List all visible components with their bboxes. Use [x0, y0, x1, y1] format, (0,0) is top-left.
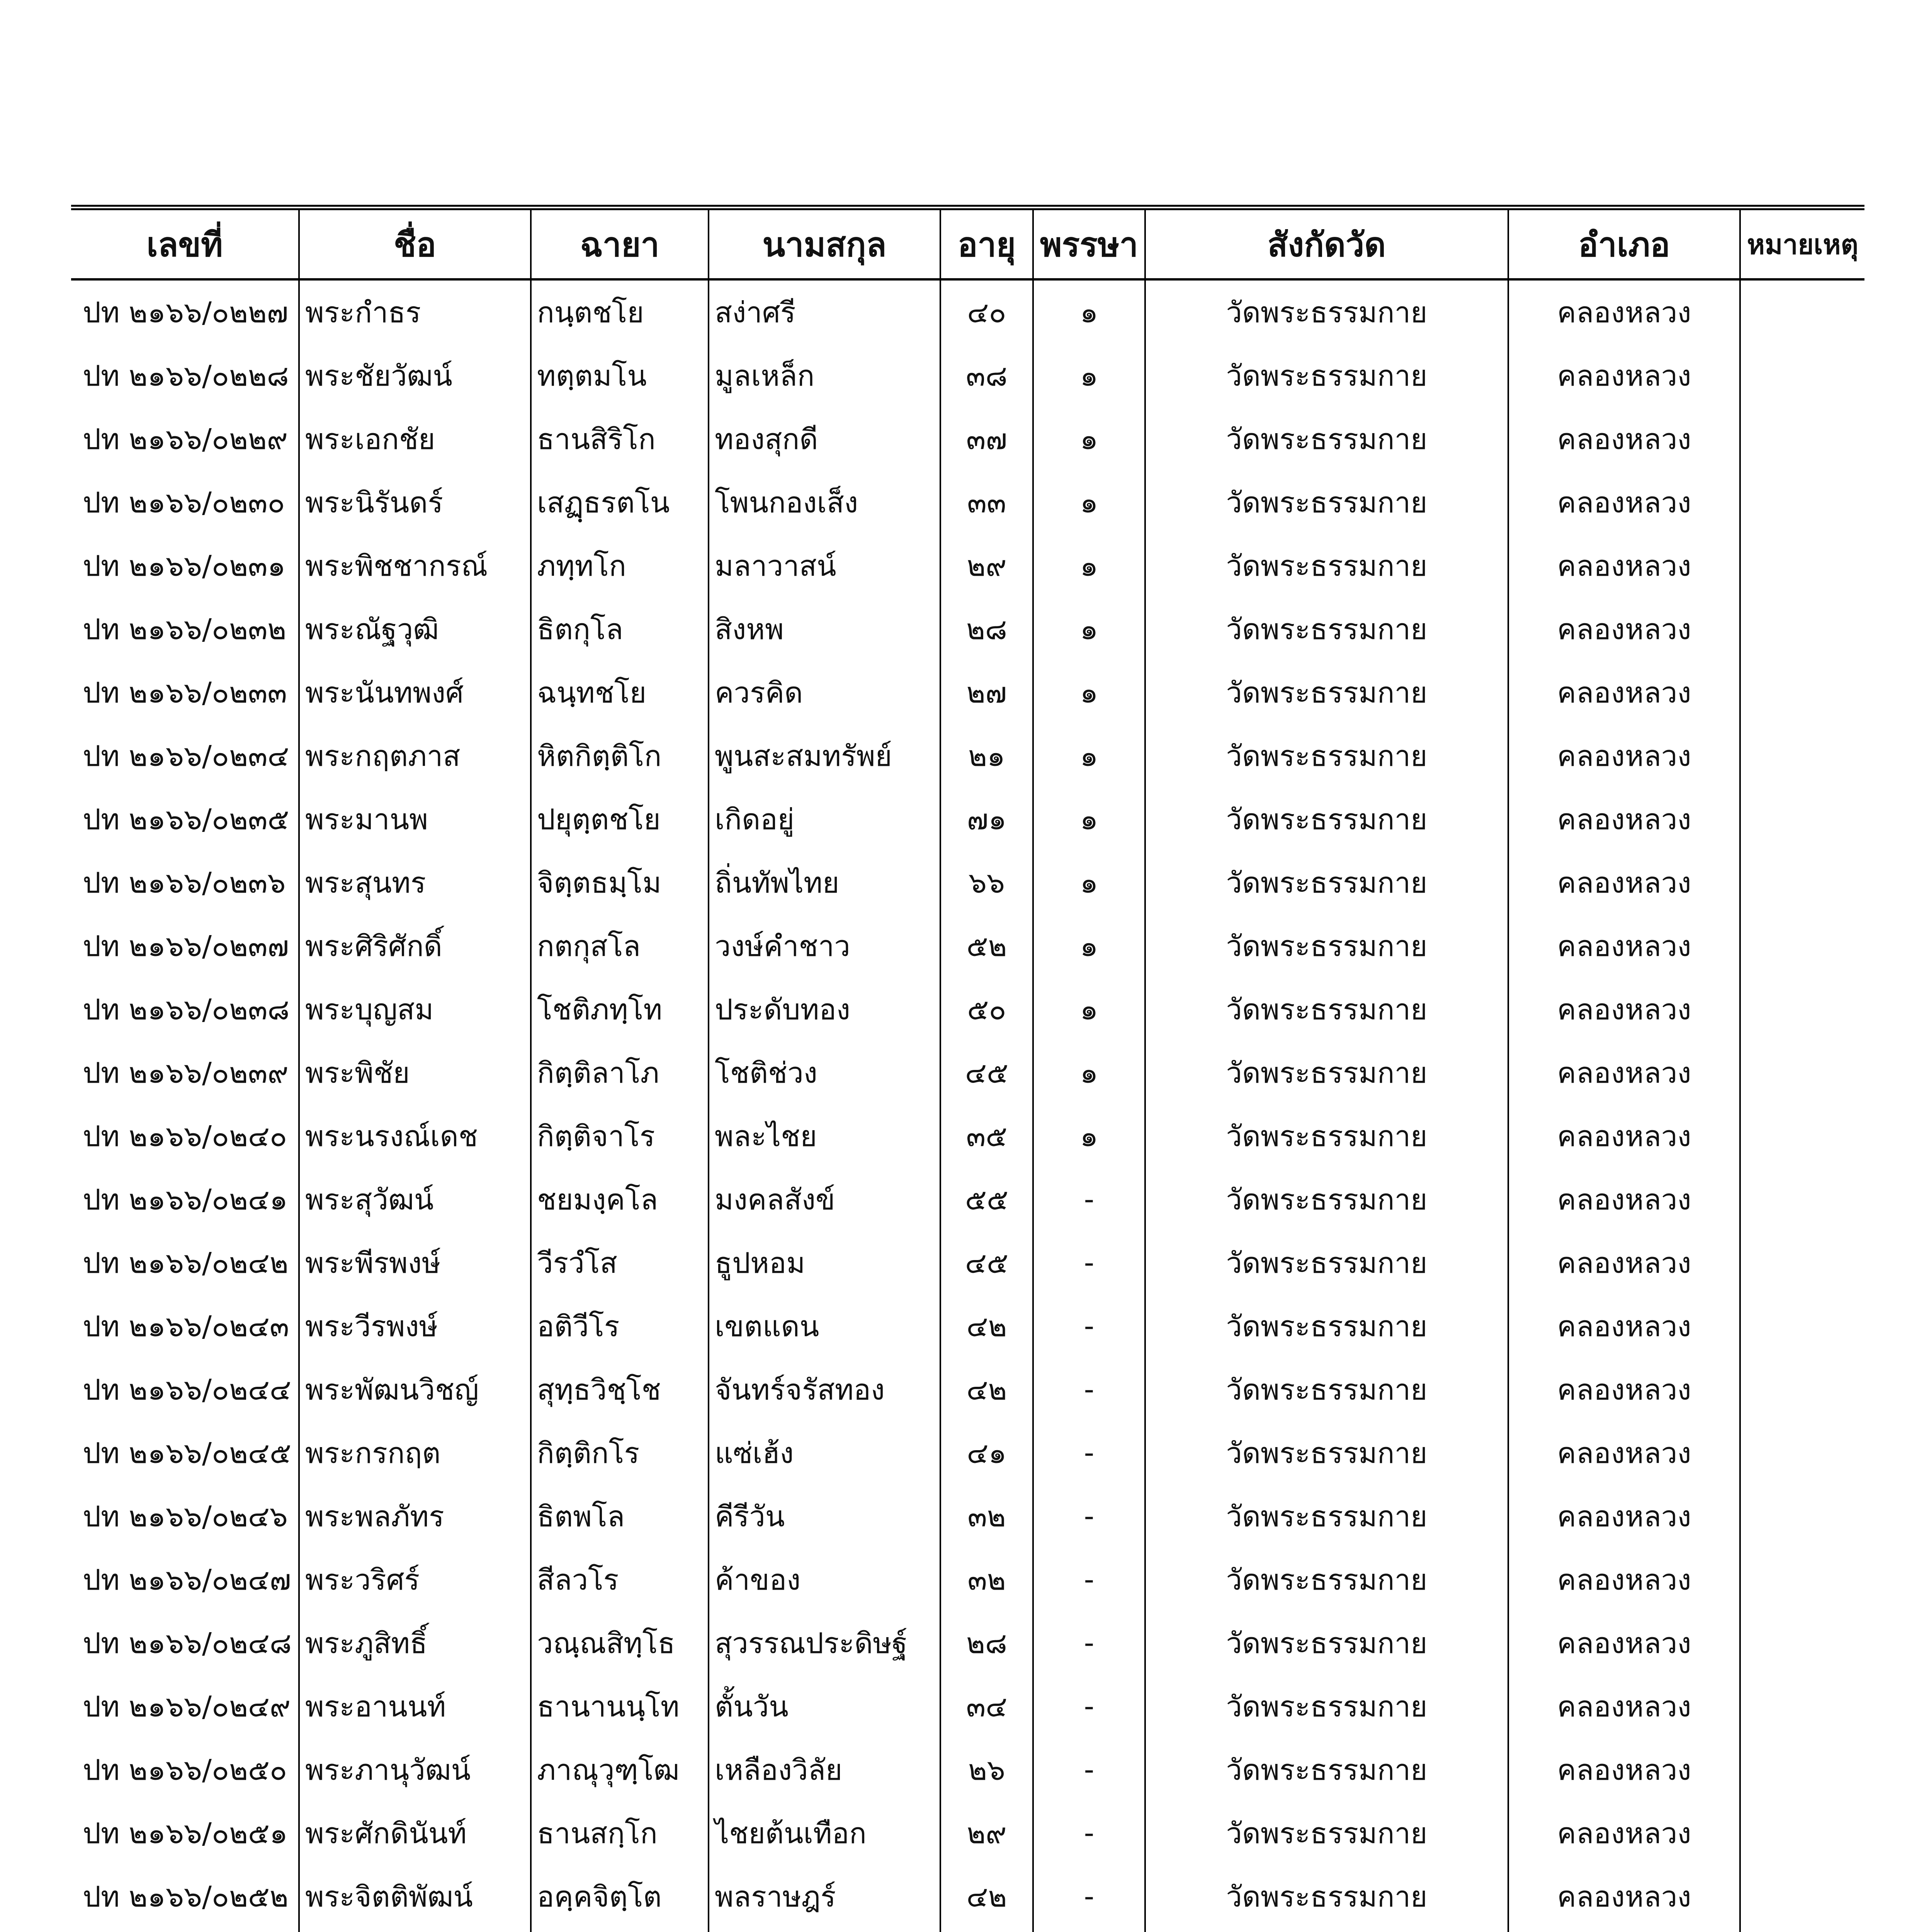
cell-vassa: ๑ — [1033, 407, 1145, 471]
cell-temple: วัดพระธรรมกาย — [1145, 661, 1508, 724]
cell-monastic-name: ธานสกฺโก — [531, 1801, 709, 1865]
cell-number: ปท ๒๑๖๖/๐๒๓๓ — [83, 676, 287, 709]
cell-vassa: - — [1033, 1485, 1145, 1548]
cell-age — [940, 1928, 1033, 1932]
cell-temple: วัดพระธรรมกาย — [1145, 1865, 1508, 1928]
cell-surname: สิงหพ — [709, 597, 940, 661]
cell-number: ปท ๒๑๖๖/๐๒๓๗ — [83, 930, 289, 963]
cell-age: ๒๘ — [940, 597, 1033, 661]
cell-vassa — [1033, 1928, 1145, 1932]
table-body — [71, 279, 1864, 1932]
cell-name: พระพิชชากรณ์ — [299, 534, 531, 597]
cell-vassa: ๑ — [1033, 851, 1145, 914]
cell-number: ปท ๒๑๖๖/๐๒๓๙ — [83, 1056, 289, 1090]
cell-age: ๓๘ — [940, 344, 1033, 407]
cell-surname: สุวรรณประดิษฐ์ — [709, 1611, 940, 1675]
cell-age: ๒๑ — [940, 724, 1033, 787]
table-row — [71, 471, 1864, 534]
cell-surname: คีรีวัน — [709, 1485, 940, 1548]
cell-monastic-name: กิตฺติกโร — [531, 1421, 709, 1485]
cell-district: คลองหลวง — [1508, 1294, 1740, 1358]
cell-vassa: - — [1033, 1168, 1145, 1231]
cell-district: คลองหลวง — [1508, 661, 1740, 724]
cell-district: คลองหลวง — [1508, 787, 1740, 851]
cell-surname: ธูปหอม — [709, 1231, 940, 1294]
header-district: อำเภอ — [1508, 207, 1740, 279]
cell-monastic-name: ภาณุวุฑฺโฒ — [531, 1738, 709, 1801]
cell-temple: วัดพระธรรมกาย — [1145, 1611, 1508, 1675]
cell-vassa: ๑ — [1033, 1041, 1145, 1104]
table-row — [71, 1675, 1864, 1738]
cell-remarks — [1740, 597, 1864, 661]
cell-name: พระกรกฤต — [299, 1421, 531, 1485]
cell-monastic-name: สีลวโร — [531, 1548, 709, 1611]
cell-name: พระกำธร — [299, 279, 531, 344]
cell-monastic-name: ธิตกุโล — [531, 597, 709, 661]
cell-number: ปท ๒๑๖๖/๐๒๔๘ — [83, 1627, 292, 1660]
cell-name: พระภูสิทธิ์ — [299, 1611, 531, 1675]
cell-temple: วัดพระธรรมกาย — [1145, 534, 1508, 597]
table-row — [71, 1485, 1864, 1548]
cell-name: พระจิตติพัฒน์ — [299, 1865, 531, 1928]
table-row — [71, 1548, 1864, 1611]
table-row — [71, 279, 1864, 344]
cell-temple: วัดพระธรรมกาย — [1145, 279, 1508, 344]
cell-vassa: ๑ — [1033, 344, 1145, 407]
cell-vassa: - — [1033, 1358, 1145, 1421]
cell-vassa: ๑ — [1033, 279, 1145, 344]
cell-name: พระพัฒนวิชญ์ — [299, 1358, 531, 1421]
cell-number — [71, 1928, 299, 1932]
cell-temple: วัดพระธรรมกาย — [1145, 344, 1508, 407]
table-row — [71, 724, 1864, 787]
cell-name: พระศิริศักดิ์ — [299, 914, 531, 978]
cell-remarks — [1740, 724, 1864, 787]
cell-number: ปท ๒๑๖๖/๐๒๒๙ — [83, 423, 288, 456]
cell-name: พระนิรันดร์ — [299, 471, 531, 534]
cell-temple: วัดพระธรรมกาย — [1145, 1548, 1508, 1611]
cell-district: คลองหลวง — [1508, 1738, 1740, 1801]
cell-monastic-name: วีรวํโส — [531, 1231, 709, 1294]
cell-surname: เกิดอยู่ — [709, 787, 940, 851]
cell-surname: สง่าศรี — [709, 279, 940, 344]
cell-age: ๕๒ — [940, 914, 1033, 978]
cell-age: ๓๕ — [940, 1104, 1033, 1168]
cell-name: พระมานพ — [299, 787, 531, 851]
cell-vassa: - — [1033, 1611, 1145, 1675]
cell-district: คลองหลวง — [1508, 344, 1740, 407]
cell-temple: วัดพระธรรมกาย — [1145, 407, 1508, 471]
cell-age: ๔๒ — [940, 1865, 1033, 1928]
cell-name: พระศักดินันท์ — [299, 1801, 531, 1865]
cell-district: คลองหลวง — [1508, 914, 1740, 978]
cell-age: ๔๒ — [940, 1294, 1033, 1358]
cell-surname: ควรคิด — [709, 661, 940, 724]
cell-age: ๒๙ — [940, 534, 1033, 597]
cell-age: ๓๔ — [940, 1675, 1033, 1738]
cell-district: คลองหลวง — [1508, 279, 1740, 344]
cell-name: พระบุญสม — [299, 978, 531, 1041]
cell-monastic-name: ธานสิริโก — [531, 407, 709, 471]
cell-age: ๒๖ — [940, 1738, 1033, 1801]
cell-name: พระภานุวัฒน์ — [299, 1738, 531, 1801]
cell-monastic-name: ธานานนฺโท — [531, 1675, 709, 1738]
cell-age: ๓๒ — [940, 1485, 1033, 1548]
cell-district: คลองหลวง — [1508, 1801, 1740, 1865]
cell-remarks — [1740, 1611, 1864, 1675]
cell-name: พระนรงณ์เดช — [299, 1104, 531, 1168]
cell-remarks — [1740, 344, 1864, 407]
cell-name: พระวริศร์ — [299, 1548, 531, 1611]
cell-monastic-name: อติวีโร — [531, 1294, 709, 1358]
table-row — [71, 1421, 1864, 1485]
cell-number: ปท ๒๑๖๖/๐๒๕๑ — [83, 1817, 288, 1850]
header-name: ชื่อ — [299, 207, 531, 279]
cell-temple: วัดพระธรรมกาย — [1145, 1801, 1508, 1865]
cell-number: ปท ๒๑๖๖/๐๒๔๒ — [83, 1247, 289, 1280]
cell-temple: วัดพระธรรมกาย — [1145, 597, 1508, 661]
cell-temple: วัดพระธรรมกาย — [1145, 1485, 1508, 1548]
cell-name: พระพีรพงษ์ — [299, 1231, 531, 1294]
cell-vassa: - — [1033, 1421, 1145, 1485]
cell-age: ๕๐ — [940, 978, 1033, 1041]
cell-name — [299, 1928, 531, 1932]
cell-temple: วัดพระธรรมกาย — [1145, 1041, 1508, 1104]
cell-district: คลองหลวง — [1508, 1865, 1740, 1928]
cell-district: คลองหลวง — [1508, 597, 1740, 661]
cell-remarks — [1740, 471, 1864, 534]
cell-temple: วัดพระธรรมกาย — [1145, 978, 1508, 1041]
cell-surname: จันทร์จรัสทอง — [709, 1358, 940, 1421]
header-remarks: หมายเหตุ — [1740, 207, 1864, 279]
cell-district — [1508, 1928, 1740, 1932]
cell-district: คลองหลวง — [1508, 1358, 1740, 1421]
header-row — [71, 207, 1864, 279]
cell-number: ปท ๒๑๖๖/๐๒๓๖ — [83, 866, 286, 900]
cell-district: คลองหลวง — [1508, 1548, 1740, 1611]
header-temple: สังกัดวัด — [1145, 207, 1508, 279]
cell-name: พระวีรพงษ์ — [299, 1294, 531, 1358]
cell-age: ๖๖ — [940, 851, 1033, 914]
cell-age: ๓๒ — [940, 1548, 1033, 1611]
table-row — [71, 597, 1864, 661]
cell-district: คลองหลวง — [1508, 1611, 1740, 1675]
table-row — [71, 1104, 1864, 1168]
cell-age: ๔๑ — [940, 1421, 1033, 1485]
cell-temple: วัดพระธรรมกาย — [1145, 1294, 1508, 1358]
cell-vassa: ๑ — [1033, 471, 1145, 534]
cell-name: พระพลภัทร — [299, 1485, 531, 1548]
header-monastic-name: ฉายา — [531, 207, 709, 279]
cell-monastic-name: กตกุสโล — [531, 914, 709, 978]
cell-remarks — [1740, 1928, 1864, 1932]
cell-temple: วัดพระธรรมกาย — [1145, 1358, 1508, 1421]
cell-number: ปท ๒๑๖๖/๐๒๒๘ — [83, 359, 289, 393]
cell-monastic-name: ธิตพโล — [531, 1485, 709, 1548]
cell-name: พระพิชัย — [299, 1041, 531, 1104]
cell-district: คลองหลวง — [1508, 1104, 1740, 1168]
cell-surname: พูนสะสมทรัพย์ — [709, 724, 940, 787]
cell-monastic-name: หิตกิตฺติโก — [531, 724, 709, 787]
cell-temple: วัดพระธรรมกาย — [1145, 787, 1508, 851]
table-row — [71, 914, 1864, 978]
cell-vassa: ๑ — [1033, 724, 1145, 787]
cell-surname: มูลเหล็ก — [709, 344, 940, 407]
cell-temple: วัดพระธรรมกาย — [1145, 1675, 1508, 1738]
cell-number: ปท ๒๑๖๖/๐๒๔๐ — [83, 1120, 287, 1153]
cell-temple: วัดพระธรรมกาย — [1145, 1738, 1508, 1801]
table-row — [71, 1358, 1864, 1421]
cell-monastic-name: กิตฺติลาโภ — [531, 1041, 709, 1104]
ordination-table — [71, 205, 1864, 1932]
table-row — [71, 1611, 1864, 1675]
cell-district: คลองหลวง — [1508, 1421, 1740, 1485]
cell-age: ๕๕ — [940, 1168, 1033, 1231]
cell-number: ปท ๒๑๖๖/๐๒๔๔ — [83, 1373, 291, 1406]
cell-number: ปท ๒๑๖๖/๐๒๔๙ — [83, 1690, 291, 1723]
cell-temple: วัดพระธรรมกาย — [1145, 914, 1508, 978]
cell-surname: ประดับทอง — [709, 978, 940, 1041]
header-surname: นามสกุล — [709, 207, 940, 279]
cell-monastic-name — [531, 1928, 709, 1932]
cell-number: ปท ๒๑๖๖/๐๒๔๕ — [83, 1437, 291, 1470]
cell-temple: วัดพระธรรมกาย — [1145, 1104, 1508, 1168]
cell-age: ๓๓ — [940, 471, 1033, 534]
cell-name: พระณัฐวุฒิ — [299, 597, 531, 661]
cell-district: คลองหลวง — [1508, 1041, 1740, 1104]
cell-district: คลองหลวง — [1508, 724, 1740, 787]
cell-name: พระสุวัฒน์ — [299, 1168, 531, 1231]
cell-temple: วัดพระธรรมกาย — [1145, 851, 1508, 914]
cell-surname: พลราษฎร์ — [709, 1865, 940, 1928]
cell-remarks — [1740, 914, 1864, 978]
cell-vassa: ๑ — [1033, 978, 1145, 1041]
table-row — [71, 1801, 1864, 1865]
cell-district: คลองหลวง — [1508, 471, 1740, 534]
cell-number: ปท ๒๑๖๖/๐๒๓๐ — [83, 486, 285, 519]
cell-temple: วัดพระธรรมกาย — [1145, 471, 1508, 534]
cell-temple: วัดพระธรรมกาย — [1145, 1421, 1508, 1485]
cell-name: พระกฤตภาส — [299, 724, 531, 787]
cell-age: ๓๗ — [940, 407, 1033, 471]
cell-number: ปท ๒๑๖๖/๐๒๓๒ — [83, 613, 287, 646]
cell-surname: โพนกองเส็ง — [709, 471, 940, 534]
cell-name: พระอานนท์ — [299, 1675, 531, 1738]
cell-age: ๒๘ — [940, 1611, 1033, 1675]
cell-number: ปท ๒๑๖๖/๐๒๓๘ — [83, 993, 290, 1026]
cell-monastic-name: ทตฺตมโน — [531, 344, 709, 407]
cell-remarks — [1740, 1865, 1864, 1928]
cell-age: ๒๙ — [940, 1801, 1033, 1865]
cell-vassa: ๑ — [1033, 787, 1145, 851]
cell-temple: วัดพระธรรมกาย — [1145, 724, 1508, 787]
cell-monastic-name: วณฺณสิทฺโธ — [531, 1611, 709, 1675]
cell-surname: พละไชย — [709, 1104, 940, 1168]
table-row — [71, 661, 1864, 724]
header-number: เลขที่ — [71, 207, 299, 279]
header-age: อายุ — [940, 207, 1033, 279]
cell-district: คลองหลวง — [1508, 1675, 1740, 1738]
cell-remarks — [1740, 1548, 1864, 1611]
cell-vassa: - — [1033, 1865, 1145, 1928]
cell-vassa: - — [1033, 1548, 1145, 1611]
cell-remarks — [1740, 534, 1864, 597]
table-row — [71, 407, 1864, 471]
cell-monastic-name: เสฏฺธรตโน — [531, 471, 709, 534]
cell-vassa: ๑ — [1033, 661, 1145, 724]
cell-number: ปท ๒๑๖๖/๐๒๓๔ — [83, 740, 289, 773]
cell-monastic-name: โชติภทฺโท — [531, 978, 709, 1041]
cell-district: คลองหลวง — [1508, 1168, 1740, 1231]
cell-surname: ไชยต้นเทือก — [709, 1801, 940, 1865]
table-row — [71, 534, 1864, 597]
cell-remarks — [1740, 1421, 1864, 1485]
cell-surname: มลาวาสน์ — [709, 534, 940, 597]
cell-surname: ค้าของ — [709, 1548, 940, 1611]
cell-monastic-name: สุทฺธวิชฺโช — [531, 1358, 709, 1421]
table-row — [71, 1294, 1864, 1358]
cell-temple — [1145, 1928, 1508, 1932]
cell-remarks — [1740, 1738, 1864, 1801]
cell-vassa: ๑ — [1033, 914, 1145, 978]
cell-district: คลองหลวง — [1508, 407, 1740, 471]
cell-number: ปท ๒๑๖๖/๐๒๔๖ — [83, 1500, 288, 1533]
cell-remarks — [1740, 851, 1864, 914]
cell-remarks — [1740, 407, 1864, 471]
table-row — [71, 1738, 1864, 1801]
cell-monastic-name: ชยมงฺคโล — [531, 1168, 709, 1231]
cell-district: คลองหลวง — [1508, 1485, 1740, 1548]
cell-vassa: - — [1033, 1738, 1145, 1801]
cell-vassa: - — [1033, 1294, 1145, 1358]
cell-surname: มงคลสังข์ — [709, 1168, 940, 1231]
cell-age: ๔๐ — [940, 279, 1033, 344]
cell-number: ปท ๒๑๖๖/๐๒๔๗ — [83, 1563, 291, 1597]
cell-remarks — [1740, 1168, 1864, 1231]
cell-vassa: ๑ — [1033, 534, 1145, 597]
header-vassa: พรรษา — [1033, 207, 1145, 279]
cell-surname: โชติช่วง — [709, 1041, 940, 1104]
cell-remarks — [1740, 1294, 1864, 1358]
cell-name: พระนันทพงศ์ — [299, 661, 531, 724]
cell-number: ปท ๒๑๖๖/๐๒๓๕ — [83, 803, 289, 836]
cell-remarks — [1740, 978, 1864, 1041]
table-row — [71, 787, 1864, 851]
cell-remarks — [1740, 1358, 1864, 1421]
cell-monastic-name: ปยุตฺตชโย — [531, 787, 709, 851]
cell-name: พระเอกชัย — [299, 407, 531, 471]
cell-name: พระสุนทร — [299, 851, 531, 914]
cell-age: ๔๕ — [940, 1041, 1033, 1104]
cell-vassa: ๑ — [1033, 597, 1145, 661]
table-row — [71, 1041, 1864, 1104]
cell-surname: ถิ่นทัพไทย — [709, 851, 940, 914]
cell-district: คลองหลวง — [1508, 851, 1740, 914]
cell-vassa: - — [1033, 1801, 1145, 1865]
cell-age: ๒๗ — [940, 661, 1033, 724]
cell-number: ปท ๒๑๖๖/๐๒๒๗ — [83, 296, 289, 329]
cell-district: คลองหลวง — [1508, 534, 1740, 597]
cell-monastic-name: อคฺคจิตฺโต — [531, 1865, 709, 1928]
cell-surname: ทองสุกดี — [709, 407, 940, 471]
table-row — [71, 1928, 1864, 1932]
table-row — [71, 851, 1864, 914]
table-row — [71, 1231, 1864, 1294]
cell-age: ๔๒ — [940, 1358, 1033, 1421]
cell-monastic-name: ฉนฺทชโย — [531, 661, 709, 724]
cell-number: ปท ๒๑๖๖/๐๒๓๑ — [83, 549, 286, 583]
cell-monastic-name: กนฺตชโย — [531, 279, 709, 344]
cell-number: ปท ๒๑๖๖/๐๒๕๐ — [83, 1753, 287, 1787]
cell-surname: เขตแดน — [709, 1294, 940, 1358]
cell-temple: วัดพระธรรมกาย — [1145, 1231, 1508, 1294]
cell-surname: วงษ์คำชาว — [709, 914, 940, 978]
table-row — [71, 1168, 1864, 1231]
cell-remarks — [1740, 1041, 1864, 1104]
cell-number: ปท ๒๑๖๖/๐๒๕๒ — [83, 1880, 289, 1913]
cell-surname — [709, 1928, 940, 1932]
cell-district: คลองหลวง — [1508, 978, 1740, 1041]
cell-monastic-name: ภทฺทโก — [531, 534, 709, 597]
cell-remarks — [1740, 1231, 1864, 1294]
cell-surname: แซ่เฮ้ง — [709, 1421, 940, 1485]
table-row — [71, 1865, 1864, 1928]
cell-vassa: - — [1033, 1675, 1145, 1738]
cell-name: พระชัยวัฒน์ — [299, 344, 531, 407]
cell-age: ๗๑ — [940, 787, 1033, 851]
cell-remarks — [1740, 1104, 1864, 1168]
cell-district: คลองหลวง — [1508, 1231, 1740, 1294]
cell-surname: เหลืองวิลัย — [709, 1738, 940, 1801]
cell-monastic-name: กิตฺติจาโร — [531, 1104, 709, 1168]
cell-vassa: ๑ — [1033, 1104, 1145, 1168]
cell-remarks — [1740, 1801, 1864, 1865]
cell-remarks — [1740, 661, 1864, 724]
cell-remarks — [1740, 1675, 1864, 1738]
cell-remarks — [1740, 787, 1864, 851]
cell-monastic-name: จิตฺตธมฺโม — [531, 851, 709, 914]
cell-number: ปท ๒๑๖๖/๐๒๔๑ — [83, 1183, 288, 1216]
table-row — [71, 344, 1864, 407]
cell-temple: วัดพระธรรมกาย — [1145, 1168, 1508, 1231]
cell-vassa: - — [1033, 1231, 1145, 1294]
cell-remarks — [1740, 279, 1864, 344]
cell-age: ๔๕ — [940, 1231, 1033, 1294]
cell-number: ปท ๒๑๖๖/๐๒๔๓ — [83, 1310, 289, 1343]
cell-remarks — [1740, 1485, 1864, 1548]
table-row — [71, 978, 1864, 1041]
cell-surname: ตั้นวัน — [709, 1675, 940, 1738]
